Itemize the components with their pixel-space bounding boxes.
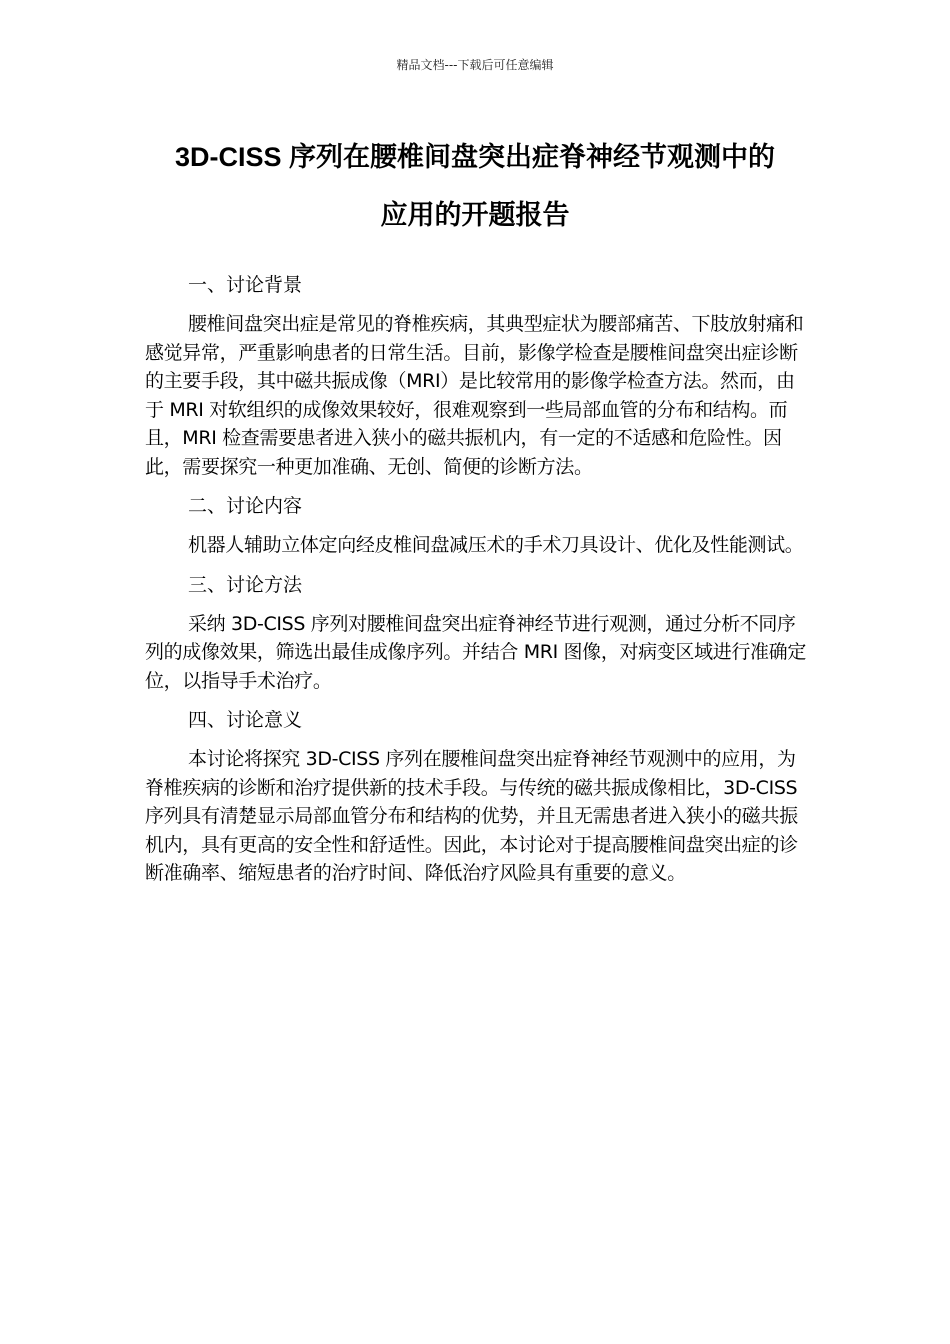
page-header: 精品文档---下载后可任意编辑 — [396, 58, 554, 72]
section-content — [145, 491, 807, 560]
section-paragraph: 机器人辅助立体定向经皮椎间盘减压术的手术刀具设计、优化及性能测试。 — [188, 534, 804, 556]
section-paragraph: 腰椎间盘突出症是常见的脊椎疾病，其典型症状为腰部痛苦、下肢放射痛和感觉异常，严重影响患者的日常生活。目前，影像学检查是腰椎间盘突出症诊断的主要手段，其中磁共振成像（MRI）是比较常用的影像学检查方法。然而，由于 MRI 对软组织的成像效果较好，很难观察到一些局部血管的分布和结构。而且，MRI 检查需要患者进入狭小的磁共振机内，有一定的不适感和危险性。因此，需要探究一种更加准确、无创、简便的诊断方法。 — [145, 313, 804, 478]
document-body — [145, 270, 807, 898]
section-paragraph: 采纳 3D-CISS 序列对腰椎间盘突出症脊神经节进行观测，通过分析不同序列的成像效果，筛选出最佳成像序列。并结合 MRI 图像，对病变区域进行准确定位，以指导手术治疗。 — [145, 612, 806, 692]
section-significance — [145, 705, 807, 888]
section-method — [145, 570, 807, 696]
section-heading: 一、讨论背景 — [188, 274, 303, 296]
document-title-line-2: 应用的开题报告 — [380, 200, 570, 230]
section-background — [145, 270, 807, 481]
section-heading: 三、讨论方法 — [188, 573, 303, 596]
document-title — [120, 128, 830, 244]
section-heading: 二、讨论内容 — [188, 495, 303, 517]
document-title-line-1: 3D-CISS 序列在腰椎间盘突出症脊神经节观测中的 — [174, 142, 776, 172]
section-heading: 四、讨论意义 — [188, 709, 303, 731]
section-paragraph: 本讨论将探究 3D-CISS 序列在腰椎间盘突出症脊神经节观测中的应用，为脊椎疾病的诊断和治疗提供新的技术手段。与传统的磁共振成像相比，3D-CISS 序列具有清楚显示局部血管分布和结构的优势，并且无需患者进入狭小的磁共振机内，具有更高的安全性和舒适性。因此，本讨论对于提高腰椎间盘突出症的诊断准确率、缩短患者的治疗时间、降低治疗风险具有重要的意义。 — [145, 748, 798, 884]
